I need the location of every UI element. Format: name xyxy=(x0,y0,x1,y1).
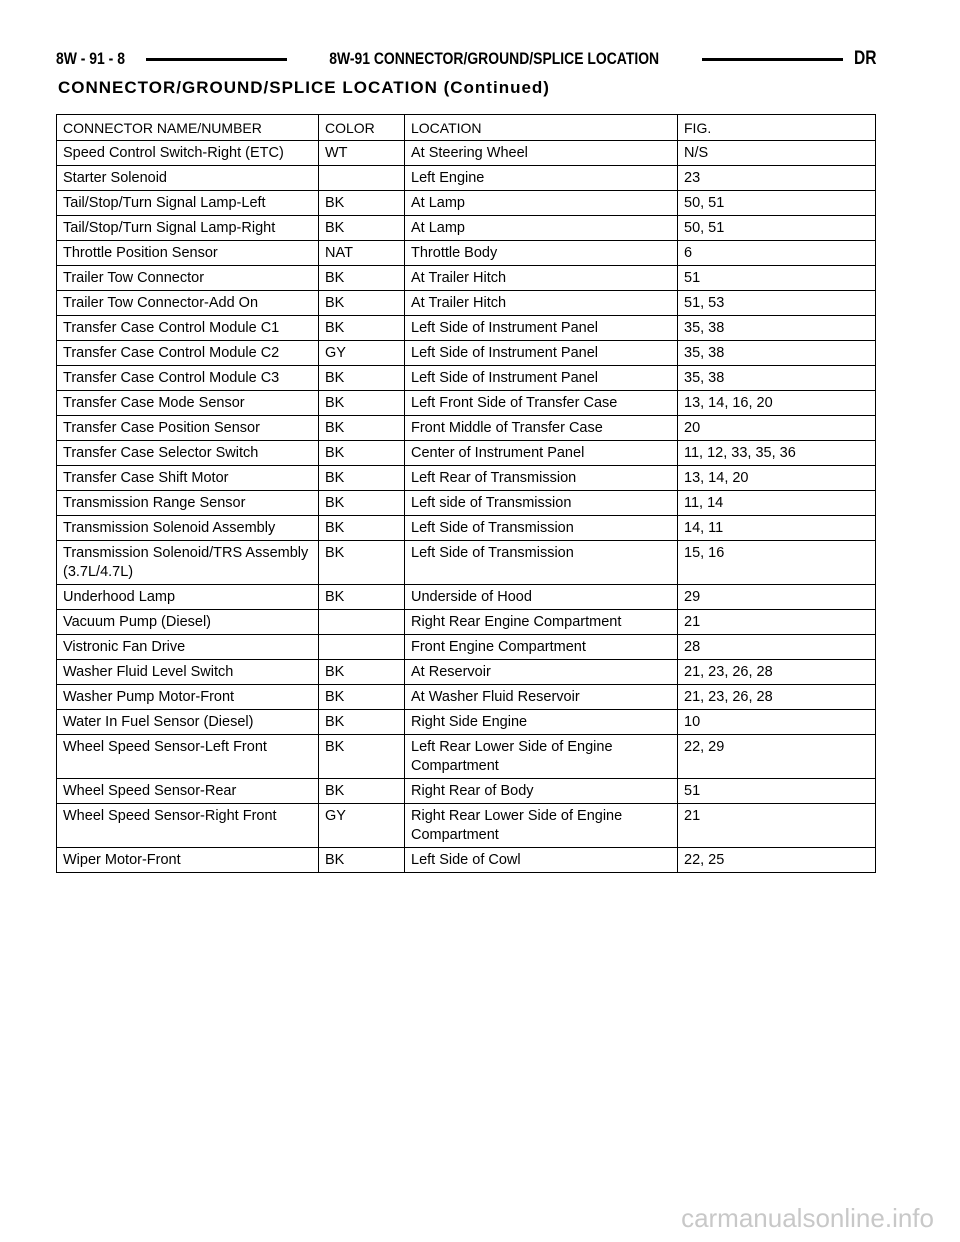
table-row xyxy=(57,541,876,585)
cell-name: Washer Pump Motor-Front xyxy=(57,685,319,710)
cell-fig: 21 xyxy=(678,804,876,848)
cell-fig: 51 xyxy=(678,266,876,291)
cell-name: Underhood Lamp xyxy=(57,585,319,610)
cell-name: Tail/Stop/Turn Signal Lamp-Right xyxy=(57,216,319,241)
cell-color: WT xyxy=(319,141,405,166)
cell-fig: 51 xyxy=(678,779,876,804)
table-row xyxy=(57,710,876,735)
cell-location: Right Rear Engine Compartment xyxy=(405,610,678,635)
table-row xyxy=(57,391,876,416)
cell-name: Transmission Solenoid Assembly xyxy=(57,516,319,541)
cell-name: Wheel Speed Sensor-Right Front xyxy=(57,804,319,848)
cell-fig: 21, 23, 26, 28 xyxy=(678,685,876,710)
table-row xyxy=(57,266,876,291)
cell-color: BK xyxy=(319,416,405,441)
cell-location: Left side of Transmission xyxy=(405,491,678,516)
cell-location: Right Side Engine xyxy=(405,710,678,735)
cell-color: BK xyxy=(319,366,405,391)
cell-location: Left Front Side of Transfer Case xyxy=(405,391,678,416)
page-number: 8W - 91 - 8 xyxy=(56,49,125,68)
cell-name: Transfer Case Control Module C3 xyxy=(57,366,319,391)
cell-location: Left Side of Instrument Panel xyxy=(405,366,678,391)
table-row xyxy=(57,610,876,635)
table-row xyxy=(57,779,876,804)
cell-location: At Trailer Hitch xyxy=(405,266,678,291)
cell-location: At Reservoir xyxy=(405,660,678,685)
cell-color: BK xyxy=(319,710,405,735)
cell-location: Left Rear of Transmission xyxy=(405,466,678,491)
cell-location: Left Side of Instrument Panel xyxy=(405,316,678,341)
connector-table xyxy=(56,114,876,873)
cell-location: At Lamp xyxy=(405,216,678,241)
cell-color: GY xyxy=(319,804,405,848)
cell-fig: 28 xyxy=(678,635,876,660)
cell-name: Wiper Motor-Front xyxy=(57,848,319,873)
cell-name: Transmission Range Sensor xyxy=(57,491,319,516)
table-row xyxy=(57,516,876,541)
cell-fig: 35, 38 xyxy=(678,341,876,366)
cell-color: BK xyxy=(319,585,405,610)
table-row xyxy=(57,141,876,166)
cell-name: Transmission Solenoid/TRS Assembly (3.7L/4.7L) xyxy=(57,541,319,585)
cell-fig: 13, 14, 20 xyxy=(678,466,876,491)
cell-fig: 13, 14, 16, 20 xyxy=(678,391,876,416)
cell-location: Front Middle of Transfer Case xyxy=(405,416,678,441)
cell-color: GY xyxy=(319,341,405,366)
cell-name: Vacuum Pump (Diesel) xyxy=(57,610,319,635)
cell-fig: 6 xyxy=(678,241,876,266)
cell-location: At Trailer Hitch xyxy=(405,291,678,316)
cell-fig: 50, 51 xyxy=(678,216,876,241)
cell-color: BK xyxy=(319,391,405,416)
cell-name: Vistronic Fan Drive xyxy=(57,635,319,660)
cell-fig: 22, 29 xyxy=(678,735,876,779)
cell-name: Transfer Case Shift Motor xyxy=(57,466,319,491)
page-title: CONNECTOR/GROUND/SPLICE LOCATION (Continued) xyxy=(58,78,550,97)
cell-color: BK xyxy=(319,291,405,316)
table-row xyxy=(57,685,876,710)
table-row xyxy=(57,366,876,391)
table-row xyxy=(57,316,876,341)
cell-location: Left Engine xyxy=(405,166,678,191)
cell-color: BK xyxy=(319,541,405,585)
cell-location: Underside of Hood xyxy=(405,585,678,610)
cell-color: BK xyxy=(319,660,405,685)
watermark: carmanualsonline.info xyxy=(681,1203,934,1233)
table-row xyxy=(57,635,876,660)
cell-location: Left Side of Transmission xyxy=(405,516,678,541)
table-header-row xyxy=(57,115,876,141)
cell-fig: 22, 25 xyxy=(678,848,876,873)
cell-name: Throttle Position Sensor xyxy=(57,241,319,266)
cell-fig: N/S xyxy=(678,141,876,166)
cell-color: BK xyxy=(319,316,405,341)
table-row xyxy=(57,735,876,779)
cell-location: Left Side of Transmission xyxy=(405,541,678,585)
cell-color xyxy=(319,635,405,660)
table-row xyxy=(57,491,876,516)
cell-fig: 21, 23, 26, 28 xyxy=(678,660,876,685)
cell-color: BK xyxy=(319,779,405,804)
cell-name: Starter Solenoid xyxy=(57,166,319,191)
cell-name: Transfer Case Control Module C1 xyxy=(57,316,319,341)
cell-fig: 10 xyxy=(678,710,876,735)
cell-location: At Lamp xyxy=(405,191,678,216)
cell-name: Transfer Case Position Sensor xyxy=(57,416,319,441)
cell-color: BK xyxy=(319,266,405,291)
cell-location: Center of Instrument Panel xyxy=(405,441,678,466)
cell-location: Left Side of Instrument Panel xyxy=(405,341,678,366)
table-row xyxy=(57,585,876,610)
column-header-location: LOCATION xyxy=(405,115,678,141)
cell-fig: 50, 51 xyxy=(678,191,876,216)
table-row xyxy=(57,341,876,366)
table-row xyxy=(57,241,876,266)
cell-color: BK xyxy=(319,466,405,491)
header-rule-left xyxy=(146,58,287,61)
cell-color: BK xyxy=(319,191,405,216)
table-row xyxy=(57,416,876,441)
cell-name: Transfer Case Selector Switch xyxy=(57,441,319,466)
table-row xyxy=(57,441,876,466)
cell-color: BK xyxy=(319,735,405,779)
table-row xyxy=(57,804,876,848)
cell-name: Washer Fluid Level Switch xyxy=(57,660,319,685)
cell-color: BK xyxy=(319,516,405,541)
cell-color: BK xyxy=(319,441,405,466)
cell-color xyxy=(319,166,405,191)
cell-color xyxy=(319,610,405,635)
cell-color: NAT xyxy=(319,241,405,266)
cell-fig: 29 xyxy=(678,585,876,610)
cell-name: Transfer Case Control Module C2 xyxy=(57,341,319,366)
cell-fig: 20 xyxy=(678,416,876,441)
cell-name: Trailer Tow Connector xyxy=(57,266,319,291)
cell-name: Wheel Speed Sensor-Left Front xyxy=(57,735,319,779)
cell-name: Speed Control Switch-Right (ETC) xyxy=(57,141,319,166)
cell-location: Right Rear Lower Side of Engine Compartment xyxy=(405,804,678,848)
cell-location: Right Rear of Body xyxy=(405,779,678,804)
cell-location: At Washer Fluid Reservoir xyxy=(405,685,678,710)
table-row xyxy=(57,216,876,241)
cell-name: Water In Fuel Sensor (Diesel) xyxy=(57,710,319,735)
cell-location: Left Rear Lower Side of Engine Compartment xyxy=(405,735,678,779)
cell-name: Trailer Tow Connector-Add On xyxy=(57,291,319,316)
cell-name: Transfer Case Mode Sensor xyxy=(57,391,319,416)
cell-name: Tail/Stop/Turn Signal Lamp-Left xyxy=(57,191,319,216)
cell-location: Front Engine Compartment xyxy=(405,635,678,660)
table-row xyxy=(57,466,876,491)
header-rule-right xyxy=(702,58,843,61)
table-row xyxy=(57,660,876,685)
table-row xyxy=(57,848,876,873)
model-code: DR xyxy=(853,48,877,69)
cell-fig: 23 xyxy=(678,166,876,191)
cell-fig: 15, 16 xyxy=(678,541,876,585)
cell-fig: 11, 12, 33, 35, 36 xyxy=(678,441,876,466)
cell-color: BK xyxy=(319,216,405,241)
cell-location: Left Side of Cowl xyxy=(405,848,678,873)
cell-fig: 35, 38 xyxy=(678,366,876,391)
cell-fig: 35, 38 xyxy=(678,316,876,341)
cell-location: Throttle Body xyxy=(405,241,678,266)
cell-fig: 51, 53 xyxy=(678,291,876,316)
cell-color: BK xyxy=(319,685,405,710)
table-row xyxy=(57,166,876,191)
table-row xyxy=(57,191,876,216)
cell-color: BK xyxy=(319,848,405,873)
cell-fig: 14, 11 xyxy=(678,516,876,541)
cell-fig: 11, 14 xyxy=(678,491,876,516)
cell-name: Wheel Speed Sensor-Rear xyxy=(57,779,319,804)
cell-location: At Steering Wheel xyxy=(405,141,678,166)
cell-fig: 21 xyxy=(678,610,876,635)
section-header: 8W-91 CONNECTOR/GROUND/SPLICE LOCATION xyxy=(329,49,660,68)
column-header-name: CONNECTOR NAME/NUMBER xyxy=(57,115,319,141)
column-header-fig: FIG. xyxy=(678,115,876,141)
page-header xyxy=(56,44,876,74)
table-row xyxy=(57,291,876,316)
cell-color: BK xyxy=(319,491,405,516)
column-header-color: COLOR xyxy=(319,115,405,141)
